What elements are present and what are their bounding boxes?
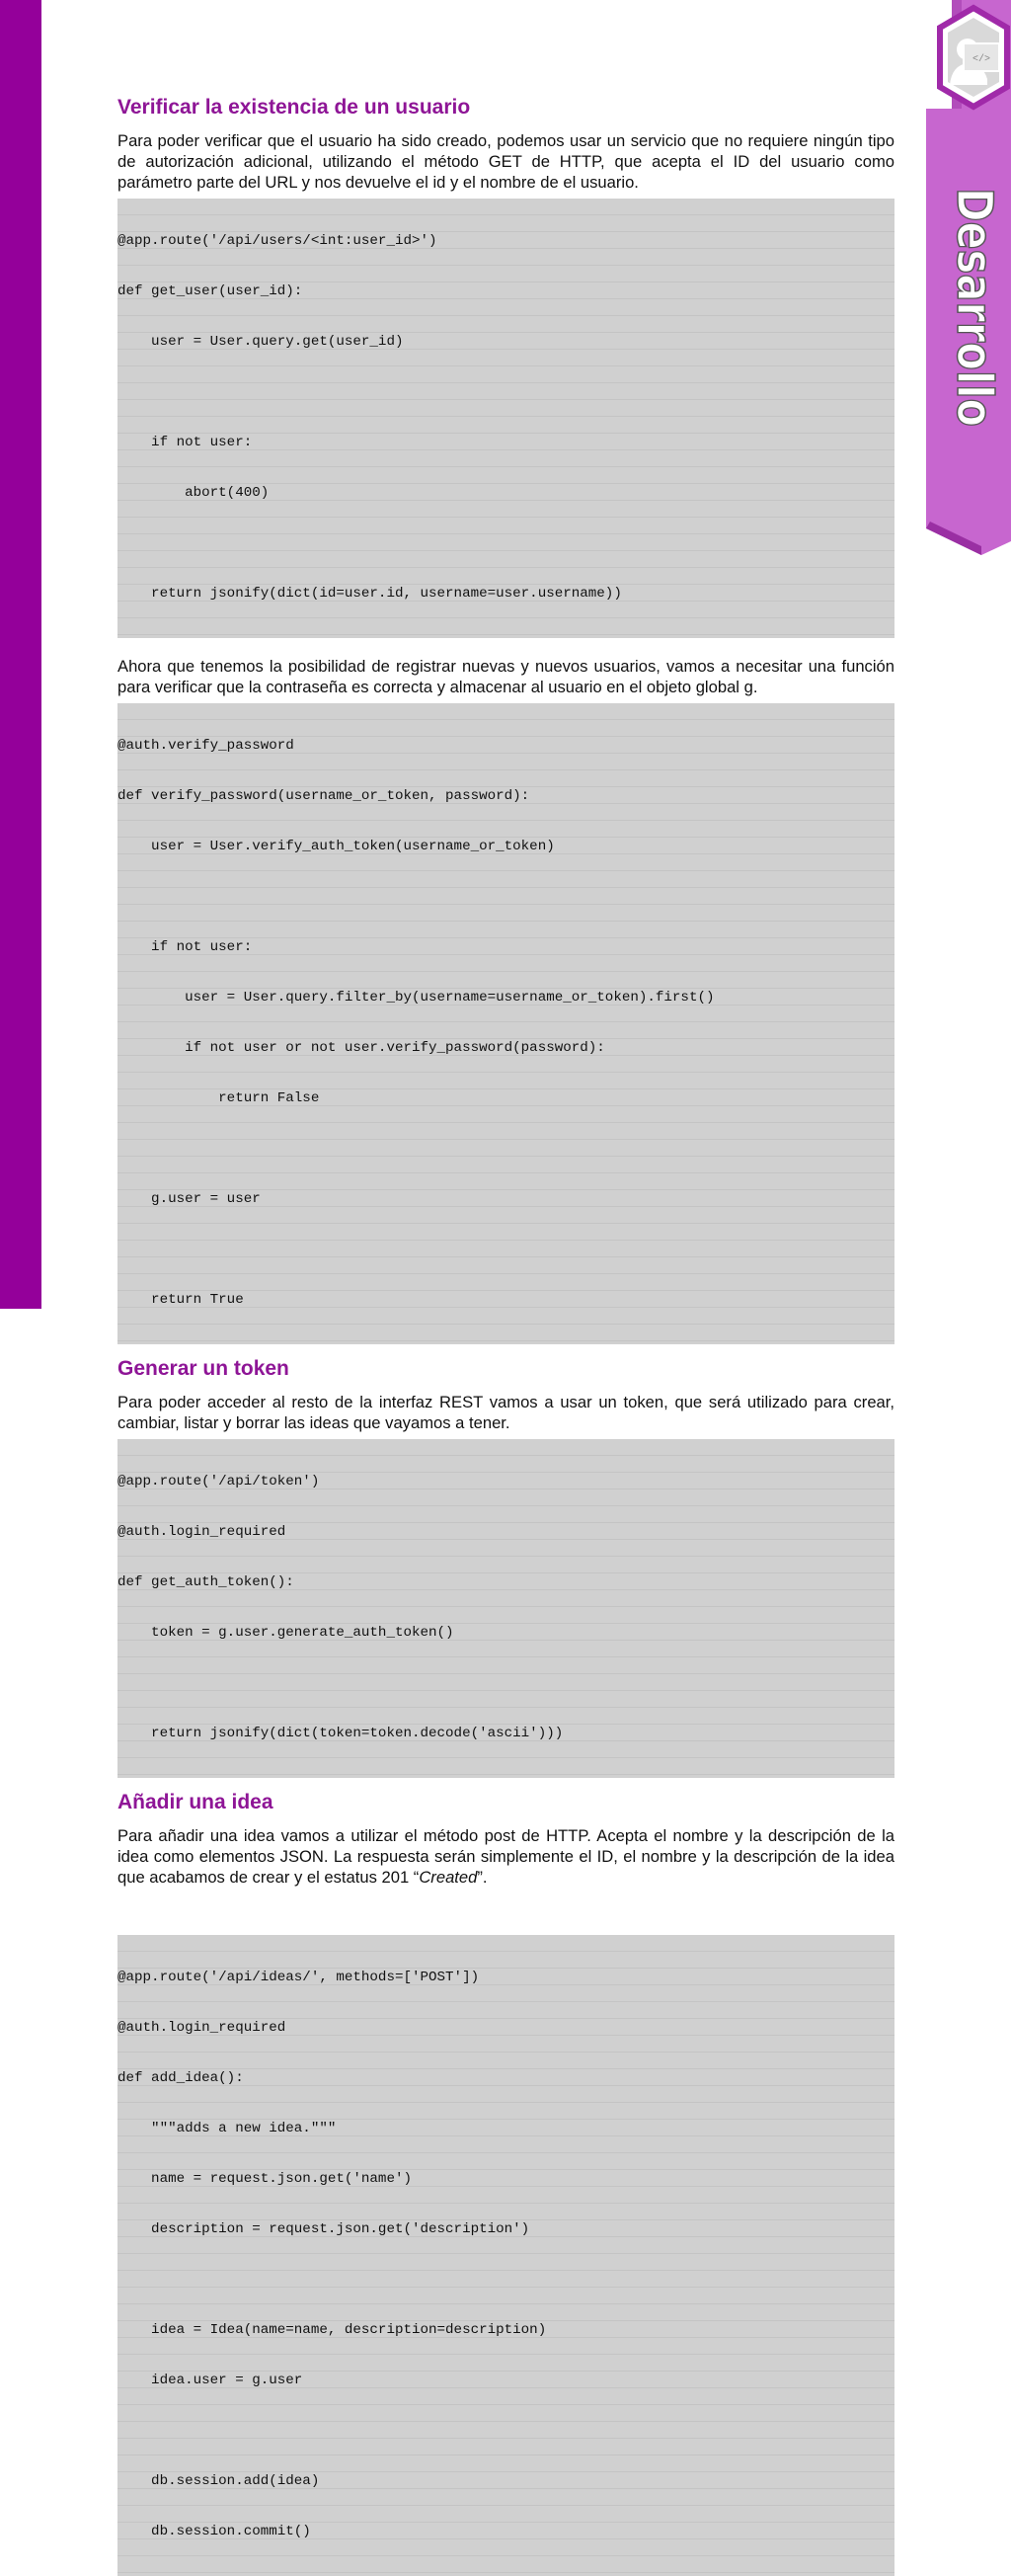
code-line: return False [117,1090,320,1106]
page-content [117,95,894,2576]
code-line: @auth.verify_password [117,738,294,754]
code-line: def verify_password(username_or_token, password): [117,788,530,804]
code-line: @app.route('/api/users/<int:user_id>') [117,233,437,249]
status-emphasis: Created [419,1868,478,1887]
developer-icon [940,8,1007,107]
ribbon-label: Desarrollo [946,188,1003,476]
code-line: @app.route('/api/token') [117,1474,320,1489]
svg-text:</>: </> [972,54,991,65]
paragraph-verify-password: Ahora que tenemos la posibilidad de registrar nuevas y nuevos usuarios, vamos a necesitar una función para verificar que la contraseña es correcta y almacenar al usuario en el objeto global g. [117,657,894,696]
paragraph-verify-user: Para poder verificar que el usuario ha sido creado, podemos usar un servicio que no requiere ningún tipo de autorización adicional, utilizando el método GET de HTTP, que acepta el ID del usuario como parámetro parte del URL y nos devuelve el id y el nombre de el usuario. [117,131,894,192]
code-line: @auth.login_required [117,1524,286,1540]
section-heading-add-idea: Añadir una idea [117,1791,273,1813]
section-ribbon [916,0,1011,558]
paragraph-token: Para poder acceder al resto de la interfaz REST vamos a usar un token, que será utilizado para crear, cambiar, listar y borrar las ideas que vayamos a tener. [117,1393,894,1432]
section-heading-token: Generar un token [117,1357,289,1380]
code-line: @app.route('/api/ideas/', methods=['POST']) [117,1970,480,1985]
code-line: def get_auth_token(): [117,1574,294,1590]
code-line [117,1675,894,1692]
code-line [117,2423,894,2440]
code-block-get-user [117,199,894,638]
code-line: return True [117,1292,244,1308]
code-line: description = request.json.get('description') [117,2221,530,2237]
code-line [117,384,894,401]
code-line: g.user = user [117,1191,261,1207]
code-line: user = User.query.get(user_id) [117,334,404,350]
code-block-token [117,1439,894,1778]
code-line: token = g.user.generate_auth_token() [117,1625,454,1641]
code-line: @auth.login_required [117,2020,286,2036]
code-line: user = User.verify_auth_token(username_or_token) [117,839,555,854]
code-line: db.session.commit() [117,2524,311,2539]
code-line: if not user: [117,435,253,450]
code-block-add-idea [117,1935,894,2576]
code-line: db.session.add(idea) [117,2473,320,2489]
code-line [117,889,894,906]
code-line: return jsonify(dict(id=user.id, username=user.username)) [117,586,622,602]
code-line: idea.user = g.user [117,2373,303,2388]
code-line: def get_user(user_id): [117,283,303,299]
code-line: if not user or not user.verify_password(password): [117,1040,605,1056]
section-heading-verify-user: Verificar la existencia de un usuario [117,96,471,119]
code-line: if not user: [117,939,253,955]
code-line [117,1141,894,1158]
code-line: user = User.query.filter_by(username=username_or_token).first() [117,990,715,1006]
code-line [117,1242,894,1258]
paragraph-add-idea: Para añadir una idea vamos a utilizar el método post de HTTP. Acepta el nombre y la descripción de la idea como elementos JSON. La respuesta serán simplemente el ID, el nombre y la descripción de la idea que acabamos de crear y el estatus 201 “Created”. [117,1826,894,1887]
code-line: name = request.json.get('name') [117,2171,412,2187]
left-color-bar [0,0,41,1309]
code-line [117,2272,894,2289]
code-line: idea = Idea(name=name, description=description) [117,2322,547,2338]
code-block-verify-password [117,703,894,1344]
code-line: """adds a new idea.""" [117,2121,337,2136]
code-line: return jsonify(dict(token=token.decode('ascii'))) [117,1726,564,1741]
code-line: def add_idea(): [117,2070,244,2086]
code-line: abort(400) [117,485,270,501]
code-line [117,535,894,552]
ribbon-graphic [916,0,1011,558]
